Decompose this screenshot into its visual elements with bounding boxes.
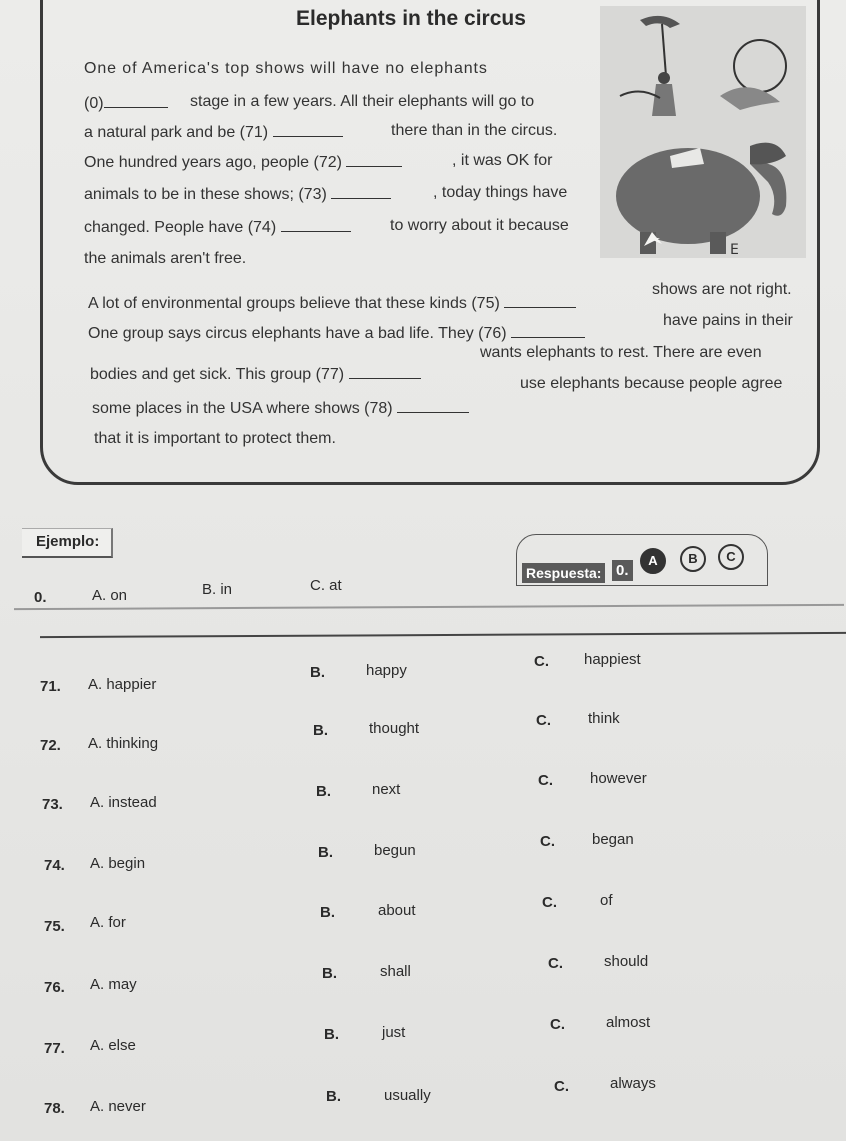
answer-blank	[331, 184, 391, 199]
story-line: there than in the circus.	[391, 122, 558, 139]
option-c: think	[588, 710, 620, 727]
example-heading: Ejemplo:	[22, 528, 113, 558]
question-number: 71.	[40, 678, 61, 695]
story-line: bodies and get sick. This group (77)	[90, 364, 421, 384]
answer-bubble-c[interactable]: C	[718, 544, 744, 570]
story-line: the animals aren't free.	[84, 250, 247, 267]
option-b: shall	[380, 963, 411, 980]
story-line: a natural park and be (71)	[84, 122, 343, 142]
story-line: shows are not right.	[652, 281, 792, 298]
answer-bubble-b[interactable]: B	[680, 546, 706, 572]
option-a: A. else	[90, 1037, 136, 1054]
example-option-a: A. on	[92, 587, 128, 604]
divider	[40, 632, 846, 638]
story-line: have pains in their	[663, 312, 793, 329]
story-line: One of America's top shows will have no elephants	[84, 60, 488, 77]
option-c-letter: C.	[550, 1016, 565, 1033]
story-line: One hundred years ago, people (72)	[84, 152, 402, 172]
option-c-letter: C.	[534, 653, 549, 670]
answer-number: 0.	[612, 560, 633, 581]
story-line: , today things have	[433, 184, 568, 201]
option-c: began	[592, 831, 634, 848]
example-number: 0.	[34, 589, 47, 606]
story-line: some places in the USA where shows (78)	[92, 398, 469, 418]
option-b: about	[378, 902, 416, 919]
option-b: happy	[366, 662, 407, 679]
option-c-letter: C.	[554, 1078, 569, 1095]
question-number: 74.	[44, 857, 65, 874]
story-line: that it is important to protect them.	[94, 430, 336, 447]
option-c: almost	[606, 1014, 651, 1031]
story-line: , it was OK for	[452, 152, 553, 169]
story-line: to worry about it because	[390, 217, 569, 234]
option-b-letter: B.	[313, 722, 328, 739]
answer-blank	[104, 93, 168, 108]
option-a: A. never	[90, 1098, 146, 1115]
question-number: 78.	[44, 1100, 65, 1117]
option-c: always	[610, 1075, 656, 1092]
question-number: 72.	[40, 737, 61, 754]
answer-label: Respuesta:	[522, 563, 605, 583]
answer-blank	[281, 217, 351, 232]
story-line: changed. People have (74)	[84, 217, 351, 237]
option-b-letter: B.	[322, 965, 337, 982]
option-a: A. begin	[90, 855, 146, 872]
example-option-b: B. in	[202, 581, 233, 598]
option-c-letter: C.	[548, 955, 563, 972]
option-c: happiest	[584, 651, 641, 668]
option-b-letter: B.	[318, 844, 333, 861]
option-a: A. for	[90, 914, 126, 931]
option-a: A. thinking	[88, 735, 159, 752]
answer-blank	[349, 364, 421, 379]
example-option-c: C. at	[310, 577, 342, 594]
answer-blank	[511, 323, 585, 338]
answer-blank	[273, 122, 343, 137]
option-b: just	[382, 1024, 406, 1041]
answer-bubble-a-filled[interactable]: A	[640, 548, 666, 574]
circus-elephant-illustration	[600, 6, 806, 258]
option-a: A. instead	[90, 794, 157, 811]
story-line: A lot of environmental groups believe that these kinds (75)	[88, 293, 576, 313]
option-b: thought	[369, 720, 420, 737]
option-a: A. may	[90, 976, 137, 993]
option-c: of	[600, 892, 613, 909]
svg-text:E: E	[730, 242, 739, 258]
story-line: animals to be in these shows; (73)	[84, 184, 391, 204]
option-b: begun	[374, 842, 416, 859]
option-c-letter: C.	[538, 772, 553, 789]
option-b: next	[372, 781, 401, 798]
story-line: wants elephants to rest. There are even	[480, 344, 762, 361]
answer-blank	[346, 152, 402, 167]
story-line: stage in a few years. All their elephants will go to	[190, 93, 535, 110]
option-b-letter: B.	[316, 783, 331, 800]
question-number: 76.	[44, 979, 65, 996]
question-number: 77.	[44, 1040, 65, 1057]
option-b-letter: B.	[324, 1026, 339, 1043]
option-c-letter: C.	[536, 712, 551, 729]
option-a: A. happier	[88, 676, 157, 693]
option-c-letter: C.	[540, 833, 555, 850]
story-line: One group says circus elephants have a bad life. They (76)	[88, 323, 585, 343]
story-line: use elephants because people agree	[520, 375, 783, 392]
option-b-letter: B.	[326, 1088, 341, 1105]
option-c-letter: C.	[542, 894, 557, 911]
answer-blank	[504, 293, 576, 308]
answer-blank	[397, 398, 469, 413]
option-b-letter: B.	[310, 664, 325, 681]
option-b: usually	[384, 1087, 431, 1104]
divider	[14, 604, 844, 610]
blank-number: (0)	[84, 95, 104, 112]
question-number: 73.	[42, 796, 63, 813]
question-number: 75.	[44, 918, 65, 935]
option-c: however	[590, 770, 647, 787]
story-title: Elephants in the circus	[296, 7, 526, 30]
option-b-letter: B.	[320, 904, 335, 921]
option-c: should	[604, 953, 649, 970]
story-line	[84, 93, 168, 113]
